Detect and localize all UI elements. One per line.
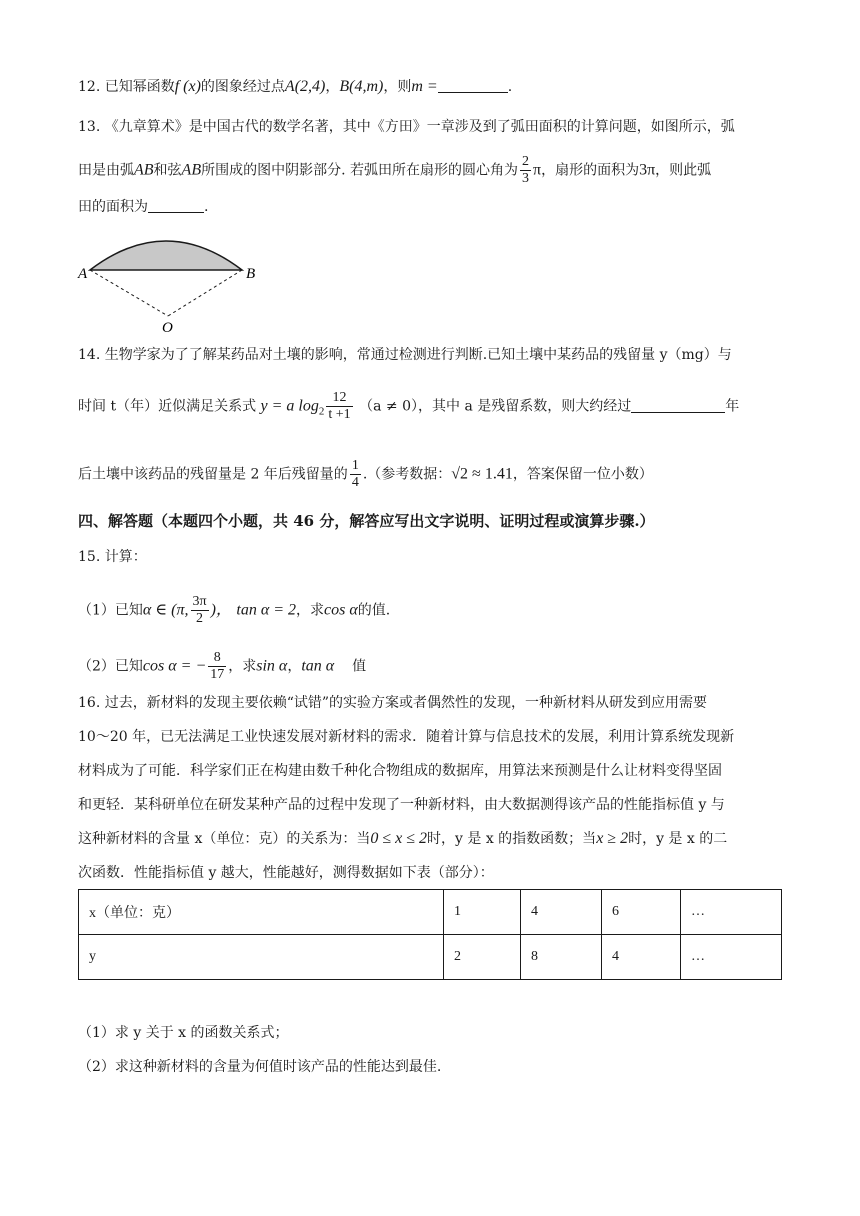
answer-blank (631, 398, 725, 413)
table-cell: 1 (444, 890, 521, 935)
q12-text: 已知幂函数 (104, 79, 175, 95)
interval-fraction (191, 594, 209, 627)
question-14-line-1 (78, 344, 732, 366)
radius-oa (90, 270, 168, 316)
q15-prompt: 计算： (104, 549, 147, 565)
q15-text: （2）已知 (78, 658, 143, 675)
q12-point-a: A(2,4) (284, 78, 326, 95)
question-15 (78, 546, 147, 568)
range-condition-1: 0 ≤ x ≤ 2 (370, 830, 428, 847)
question-16-line-5 (78, 828, 727, 850)
question-16-line-1 (78, 692, 707, 714)
table-cell: 6 (602, 890, 681, 935)
chord-label: AB (181, 161, 202, 179)
range-condition-2: x ≥ 2 (596, 830, 629, 847)
q12-text: 的图象经过点 (200, 79, 285, 95)
q12-end: . (507, 79, 513, 95)
q12-m-equals: m = (411, 78, 438, 95)
fraction-denominator: 17 (210, 667, 225, 682)
arc-field-diagram (70, 222, 270, 337)
log-base: 2 (318, 405, 325, 418)
angle-fraction (520, 154, 531, 187)
table-cell: y (79, 935, 444, 980)
q15-part-2 (78, 650, 366, 683)
q14-text: 时间 t（年）近似满足关系式 (78, 398, 257, 415)
fraction-numerator: 12 (332, 390, 347, 405)
table-cell: 4 (602, 935, 681, 980)
sqrt-reference: √2 ≈ 1.41 (451, 465, 513, 483)
tan-target: tan α (301, 657, 335, 675)
sin-target: sin α (256, 657, 288, 675)
q16-text: 时，y 是 x 的二 (628, 831, 728, 847)
question-13-line-3 (78, 196, 208, 218)
q13-text: 和弦 (153, 162, 182, 179)
q13-text: ，扇形的面积为 (541, 162, 640, 179)
q12-point-b: B(4,m) (339, 78, 384, 95)
question-12 (78, 76, 512, 98)
q15-text: 值 (352, 658, 367, 675)
q14-text: 后土壤中该药品的残留量是 2 年后残留量的 (78, 466, 348, 483)
formula-condition: （a ≠ 0）， (359, 398, 433, 415)
table-cell: x（单位：克） (79, 890, 444, 935)
interval-close: )， (210, 601, 232, 619)
cos-target: cos α (324, 601, 358, 619)
cos-condition: cos α = − (142, 657, 207, 675)
table-row (79, 935, 782, 980)
quarter-fraction (350, 458, 361, 491)
answer-blank (438, 78, 508, 93)
sector-area: 3π (639, 161, 656, 179)
q16-part-1: （1）求 y 关于 x 的函数关系式； (78, 1025, 289, 1041)
question-13-line-2 (78, 154, 711, 187)
point-b-label: B (246, 266, 256, 282)
point-o-label: O (162, 320, 173, 336)
cos-fraction (208, 650, 226, 683)
fraction-denominator: 3 (522, 171, 529, 186)
q16-number: 16. (78, 695, 101, 711)
question-13-line-1 (78, 116, 735, 138)
fraction-numerator: 1 (351, 458, 359, 473)
alpha-interval: α ∈ (π, (142, 601, 189, 619)
q16-text: 时，y 是 x 的指数函数；当 (427, 831, 597, 847)
q15-text: ，求 (228, 658, 257, 675)
question-16-line-4: 和更轻．某科研单位在研发某种产品的过程中发现了一种新材料，由大数据测得该产品的性能指标值 y 与 (78, 797, 725, 813)
q12-fx: f (x) (174, 78, 201, 95)
table-row (79, 890, 782, 935)
q14-text: 生物学家为了了解某药品对土壤的影响，常通过检测进行判断.已知土壤中某药品的残留量 y（mg）与 (104, 347, 732, 363)
q15-text: （1）已知 (78, 602, 143, 619)
fraction-denominator: 4 (351, 475, 359, 490)
q14-number: 14. (78, 347, 101, 363)
q16-text: 过去，新材料的发现主要依赖“试错”的实验方案或者偶然性的发现，一种新材料从研发到应用需要 (104, 695, 708, 711)
point-a-label: A (78, 266, 88, 282)
q13-text: 所围成的图中阴影部分. 若弧田所在扇形的圆心角为 (201, 162, 518, 179)
q15-part-1 (78, 594, 390, 627)
fraction-denominator: 2 (191, 610, 209, 627)
q13-text: ，则此弧 (655, 162, 712, 179)
tan-condition: tan α = 2 (236, 601, 297, 619)
q13-text: 《九章算术》是中国古代的数学名著，其中《方田》一章涉及到了弧田面积的计算问题，如图所示，弧 (104, 119, 735, 135)
data-table (78, 889, 782, 980)
fraction-denominator: t +1 (328, 407, 351, 422)
question-14-line-3 (78, 458, 653, 491)
q13-text: 田的面积为 (78, 199, 148, 215)
question-16-line-2: 10～20 年，已无法满足工业快速发展对新材料的需求．随着计算与信息技术的发展，利用计算系统发现新 (78, 729, 735, 745)
formula-lhs: y = a log (260, 397, 319, 415)
table-cell: 4 (521, 890, 602, 935)
question-16-line-6: 次函数．性能指标值 y 越大，性能越好，测得数据如下表（部分）： (78, 865, 494, 881)
q15-text: ，求 (296, 602, 325, 619)
formula-fraction (326, 390, 352, 423)
q15-text: 的值. (357, 602, 391, 619)
fraction-numerator: 8 (213, 650, 221, 665)
q14-text: .（参考数据： (362, 466, 452, 483)
answer-blank (148, 198, 204, 213)
q14-text: 年 (725, 398, 740, 415)
table-cell: 2 (444, 935, 521, 980)
q15-number: 15. (78, 549, 101, 565)
q13-text: 田是由弧 (78, 162, 134, 179)
table-cell: 8 (521, 935, 602, 980)
question-14-line-2 (78, 390, 739, 423)
fraction-numerator: 3π (192, 594, 207, 609)
fraction-numerator: 2 (522, 154, 529, 169)
table-cell: … (681, 935, 782, 980)
q13-number: 13. (78, 119, 101, 135)
q14-text: ，答案保留一位小数） (512, 466, 653, 483)
table-cell: … (681, 890, 782, 935)
q16-part-2: （2）求这种新材料的含量为何值时该产品的性能达到最佳. (78, 1059, 442, 1075)
q14-text: 其中 a 是残留系数，则大约经过 (432, 398, 632, 415)
shaded-arc-region (90, 241, 242, 270)
q12-text: ，则 (383, 79, 412, 95)
question-16-line-3: 材料成为了可能．科学家们正在构建由数千种化合物组成的数据库，用算法来预测是什么让材料变得坚固 (78, 763, 722, 779)
arc-label: AB (134, 161, 154, 179)
q13-end: . (204, 199, 209, 215)
section-heading: 四、解答题（本题四个小题，共 46 分，解答应写出文字说明、证明过程或演算步骤.） (78, 512, 655, 530)
q12-separator: ， (325, 79, 340, 95)
pi-symbol: π (533, 161, 542, 179)
q12-number: 12. (78, 79, 101, 95)
q16-text: 这种新材料的含量 x（单位：克）的关系为：当 (78, 831, 371, 847)
radius-ob (168, 270, 242, 316)
q15-separator: ， (287, 658, 302, 675)
